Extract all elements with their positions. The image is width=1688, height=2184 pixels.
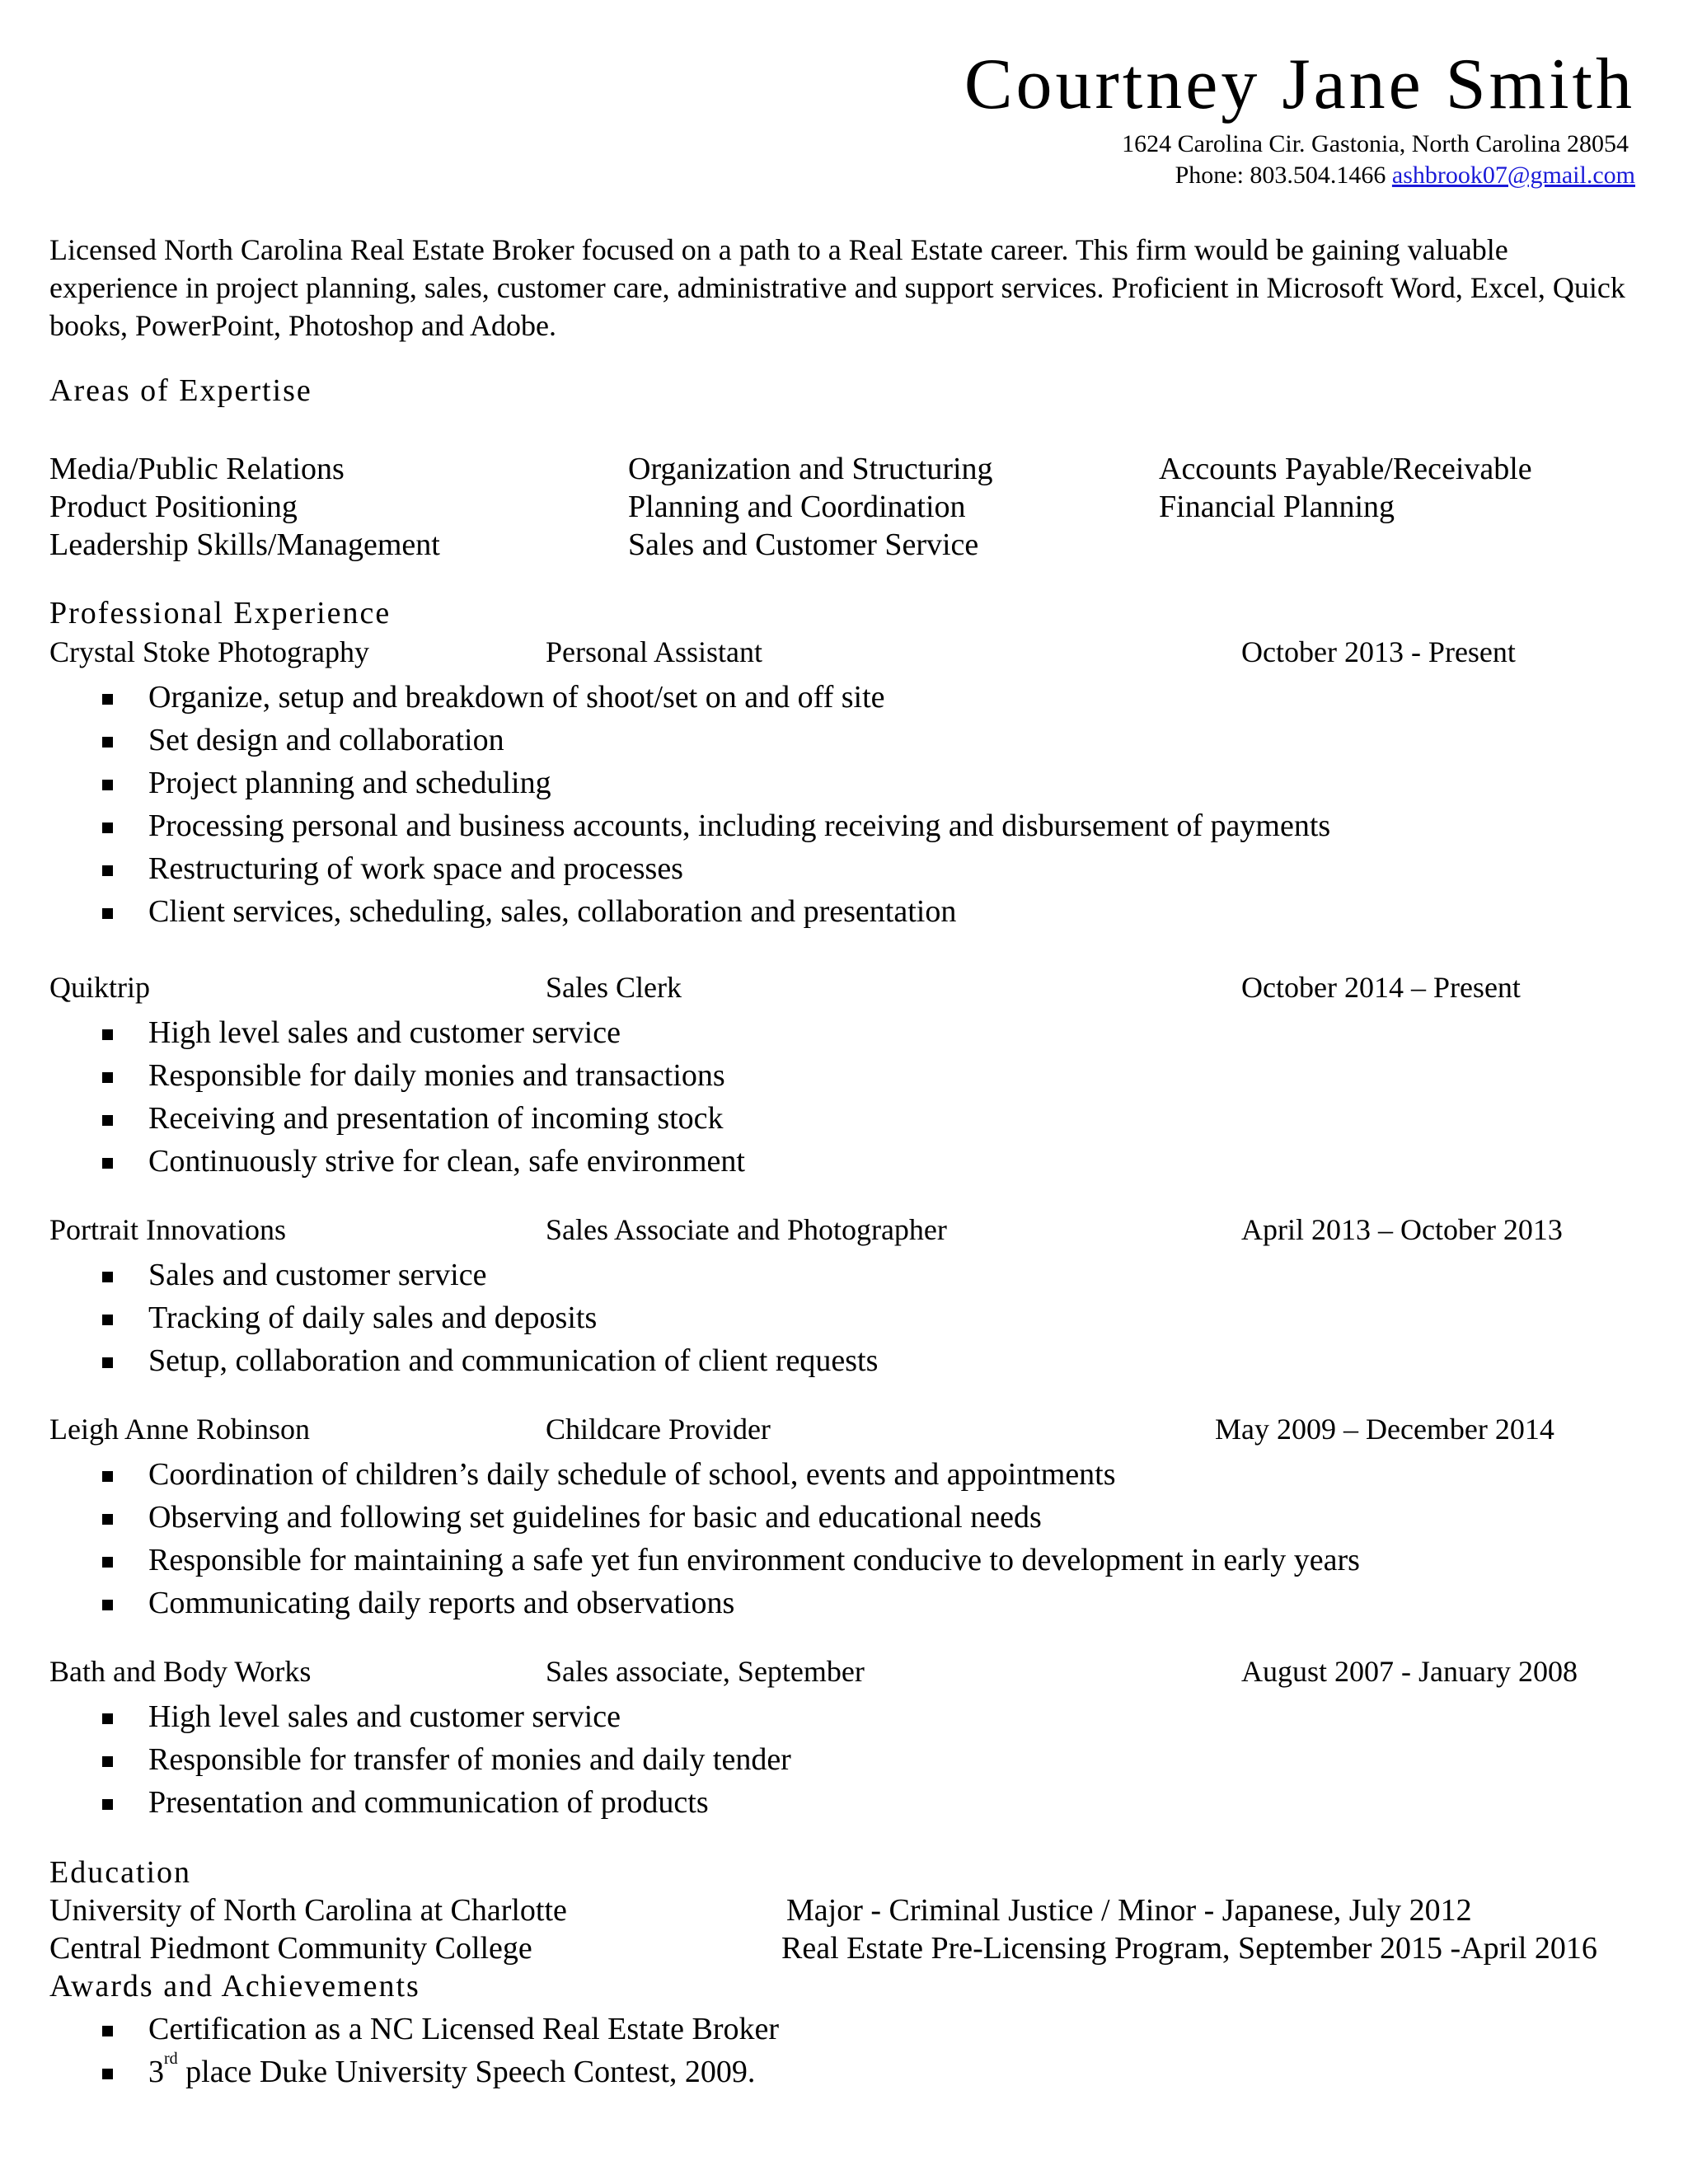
- job-bullets: [99, 676, 1330, 933]
- list-item: Set design and collaboration: [99, 719, 1330, 762]
- job-company: Bath and Body Works: [49, 1655, 312, 1688]
- list-item: Tracking of daily sales and deposits: [99, 1296, 878, 1339]
- expertise-item: Sales and Customer Service: [628, 527, 979, 562]
- job-bullets: [99, 1011, 745, 1183]
- expertise-col-1: [49, 450, 440, 564]
- list-item: Observing and following set guidelines for basic and educational needs: [99, 1496, 1360, 1539]
- education-detail: Major - Criminal Justice / Minor - Japanese, July 2012: [786, 1893, 1472, 1928]
- job-bullets: [99, 1453, 1360, 1624]
- job-title: Childcare Provider: [546, 1413, 771, 1446]
- list-item: Certification as a NC Licensed Real Estate Broker: [99, 2008, 779, 2050]
- summary-paragraph: Licensed North Carolina Real Estate Broker focused on a path to a Real Estate career. This firm would be gaining valuable experience in project planning, sales, customer care, administrative and support services. Proficient in Microsoft Word, Excel, Quick books, PowerPoint, Photoshop and Adobe.: [49, 233, 1625, 342]
- education-detail: Real Estate Pre-Licensing Program, September 2015 -April 2016: [781, 1931, 1597, 1966]
- awards-heading: Awards and Achievements: [49, 1969, 420, 2004]
- job-dates: April 2013 – October 2013: [1241, 1213, 1563, 1246]
- contact-line: [1175, 162, 1635, 190]
- list-item: Continuously strive for clean, safe environment: [99, 1140, 745, 1183]
- list-item: Processing personal and business accounts, including receiving and disbursement of payments: [99, 804, 1330, 847]
- expertise-item: Media/Public Relations: [49, 452, 345, 486]
- expertise-item: Leadership Skills/Management: [49, 527, 440, 562]
- list-item: Project planning and scheduling: [99, 762, 1330, 804]
- list-item: Restructuring of work space and processes: [99, 847, 1330, 890]
- expertise-col-3: [1159, 450, 1532, 526]
- list-item: Presentation and communication of products: [99, 1781, 791, 1824]
- list-item: Sales and customer service: [99, 1254, 878, 1296]
- job-company: Portrait Innovations: [49, 1213, 286, 1246]
- expertise-heading: Areas of Expertise: [49, 373, 312, 408]
- expertise-col-2: [628, 450, 993, 564]
- list-item: Responsible for daily monies and transactions: [99, 1054, 745, 1097]
- email-link[interactable]: ashbrook07@gmail.com: [1391, 162, 1635, 189]
- list-item: High level sales and customer service: [99, 1011, 745, 1054]
- awards-bullets: [99, 2008, 779, 2093]
- list-item: Receiving and presentation of incoming stock: [99, 1097, 745, 1140]
- expertise-item: Planning and Coordination: [628, 490, 966, 524]
- job-bullets: [99, 1695, 791, 1824]
- list-item: Responsible for maintaining a safe yet fun environment conducive to development in early years: [99, 1539, 1360, 1582]
- job-title: Sales associate, September: [546, 1655, 865, 1688]
- list-item: Setup, collaboration and communication of client requests: [99, 1339, 878, 1382]
- job-company: Crystal Stoke Photography: [49, 635, 369, 668]
- list-item: Client services, scheduling, sales, collaboration and presentation: [99, 890, 1330, 933]
- job-dates: August 2007 - January 2008: [1241, 1655, 1578, 1688]
- education-school: Central Piedmont Community College: [49, 1931, 532, 1966]
- expertise-item: Product Positioning: [49, 490, 298, 524]
- job-dates: October 2014 – Present: [1241, 971, 1521, 1004]
- job-dates: May 2009 – December 2014: [1215, 1413, 1554, 1446]
- job-title: Sales Clerk: [546, 971, 682, 1004]
- experience-heading: Professional Experience: [49, 596, 392, 630]
- list-item: Coordination of children’s daily schedule of school, events and appointments: [99, 1453, 1360, 1496]
- job-company: Quiktrip: [49, 971, 150, 1004]
- list-item: Communicating daily reports and observations: [99, 1582, 1360, 1624]
- expertise-item: Financial Planning: [1159, 490, 1395, 524]
- candidate-name: Courtney Jane Smith: [964, 45, 1635, 124]
- education-heading: Education: [49, 1855, 192, 1890]
- job-company: Leigh Anne Robinson: [49, 1413, 310, 1446]
- expertise-item: Accounts Payable/Receivable: [1159, 452, 1532, 486]
- address: 1624 Carolina Cir. Gastonia, North Carolina 28054: [1122, 130, 1629, 157]
- job-bullets: [99, 1254, 878, 1382]
- list-item: Responsible for transfer of monies and daily tender: [99, 1738, 791, 1781]
- list-item: High level sales and customer service: [99, 1695, 791, 1738]
- job-title: Personal Assistant: [546, 635, 763, 668]
- phone: Phone: 803.504.1466: [1175, 162, 1386, 189]
- expertise-item: Organization and Structuring: [628, 452, 993, 486]
- list-item: 3rd place Duke University Speech Contest, 2009.: [99, 2050, 779, 2093]
- education-school: University of North Carolina at Charlotte: [49, 1893, 567, 1928]
- job-dates: October 2013 - Present: [1241, 635, 1516, 668]
- list-item: Organize, setup and breakdown of shoot/set on and off site: [99, 676, 1330, 719]
- job-title: Sales Associate and Photographer: [546, 1213, 947, 1246]
